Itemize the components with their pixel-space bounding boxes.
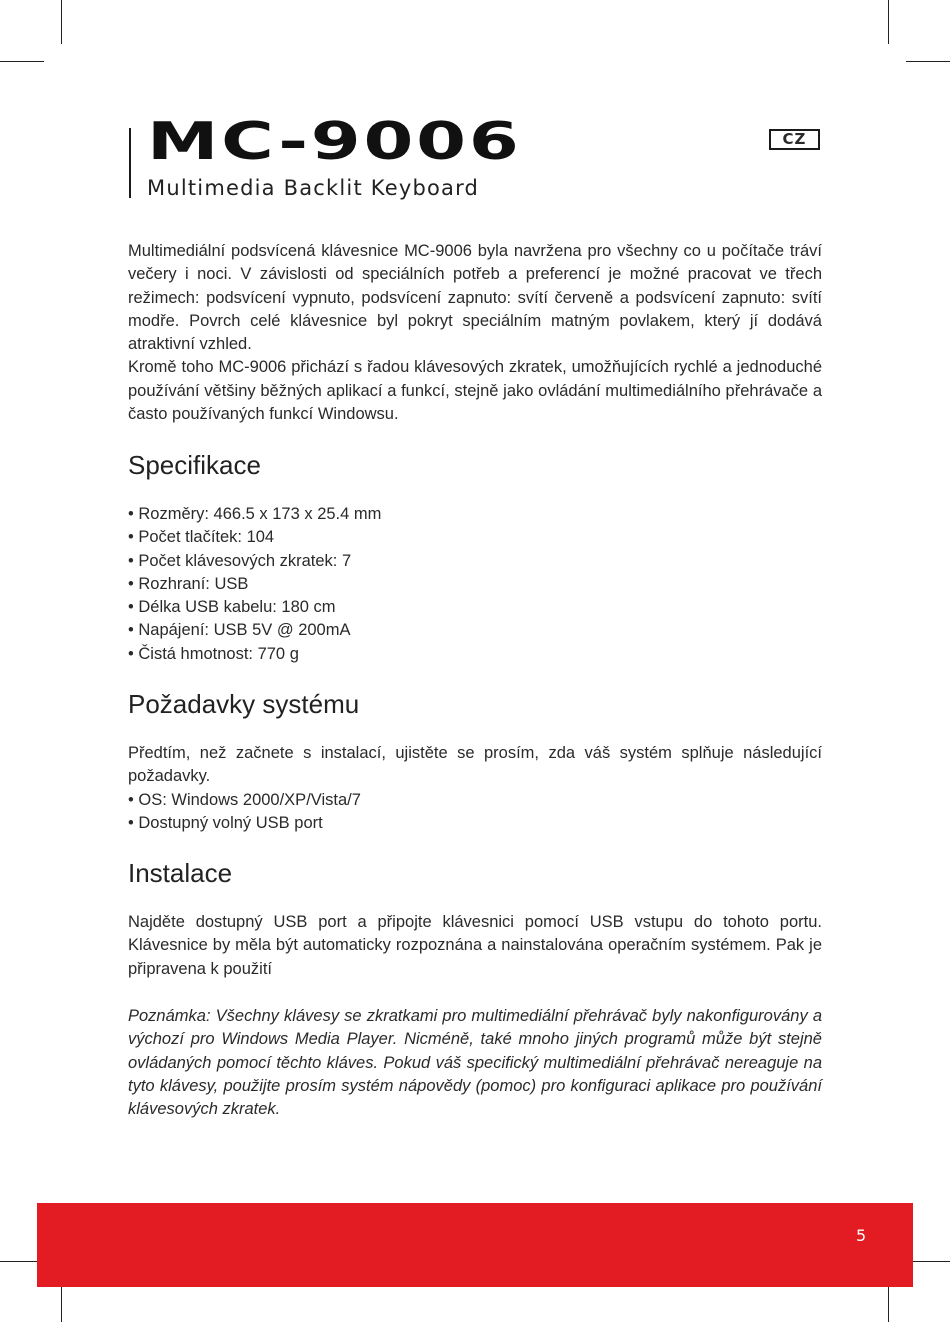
installation-section [128,911,822,981]
requirements-section [128,742,822,835]
spec-item-cable-length: • Délka USB kabelu: 180 cm [128,598,336,617]
requirements-list [128,789,822,836]
intro-section [128,240,822,426]
crop-mark-top-right-vertical [888,0,889,44]
spec-item-power: • Napájení: USB 5V @ 200mA [128,621,351,640]
crop-mark-top-left-horizontal [0,61,44,62]
specs-list [128,503,381,666]
requirement-item-os: • OS: Windows 2000/XP/Vista/7 [128,790,361,809]
spec-item-dimensions: • Rozměry: 466.5 x 173 x 25.4 mm [128,505,382,523]
page-number: 5 [856,1226,867,1245]
language-badge: CZ [769,129,820,150]
installation-note-section [128,1005,822,1121]
installation-note: Poznámka: Všechny klávesy se zkratkami pro multimediální přehrávač byly nakonfigurovány a výchozí pro Windows Media Player. Nicméně, také mnoho jiných programů může být stejně ovládaných pomocí těchto kláves. Pokud váš specifický multimediální přehrávač nereaguje na tyto klávesy, použijte prosím systém nápovědy (pomoc) pro konfiguraci aplikace pro používání klávesových zkratek. [128,1007,822,1119]
spec-item-keys: • Počet tlačítek: 104 [128,528,275,547]
requirements-intro: Předtím, než začnete s instalací, ujistěte se prosím, zda váš systém splňuje následující požadavky. [128,744,822,786]
spec-item-weight: • Čistá hmotnost: 770 g [128,644,299,663]
title-accent-bar [129,128,131,198]
intro-paragraph-1: Multimediální podsvícená klávesnice MC-9006 byla navržena pro všechny co u počítače tráví večery i noci. V závislosti od speciálních potřeb a preferencí je možné pracovat ve třech režimech: podsvícení vypnuto, podsvícení zapnuto: svítí červeně a podsvícení zapnuto: svítí modře. Povrch celé klávesnice byl pokryt speciálním matným povlakem, který jí dodává atraktivní vzhled. [128,242,822,354]
spec-item-shortcuts: • Počet klávesových zkratek: 7 [128,551,352,570]
crop-mark-top-left-vertical [61,0,62,44]
product-name: MC-9006 [147,112,522,172]
footer-band [37,1203,913,1287]
requirements-heading: Požadavky systému [128,689,360,719]
specs-heading: Specifikace [128,450,261,480]
spec-item-interface: • Rozhraní: USB [128,574,249,593]
installation-heading: Instalace [128,858,233,888]
intro-paragraph-2: Kromě toho MC-9006 přichází s řadou klávesových zkratek, umožňujících rychlé a jednoduché používání většiny běžných aplikací a funkcí, stejně jako ovládání multimediálního přehrávače a často používaných funkcí Windowsu. [128,358,822,424]
product-subtitle: Multimedia Backlit Keyboard [147,176,480,200]
crop-mark-top-right-horizontal [906,61,950,62]
requirement-item-usb: • Dostupný volný USB port [128,813,323,832]
installation-text: Najděte dostupný USB port a připojte klávesnici pomocí USB vstupu do tohoto portu. Klávesnice by měla být automaticky rozpoznána a nainstalována operačním systémem. Pak je připravena k použití [128,913,822,978]
